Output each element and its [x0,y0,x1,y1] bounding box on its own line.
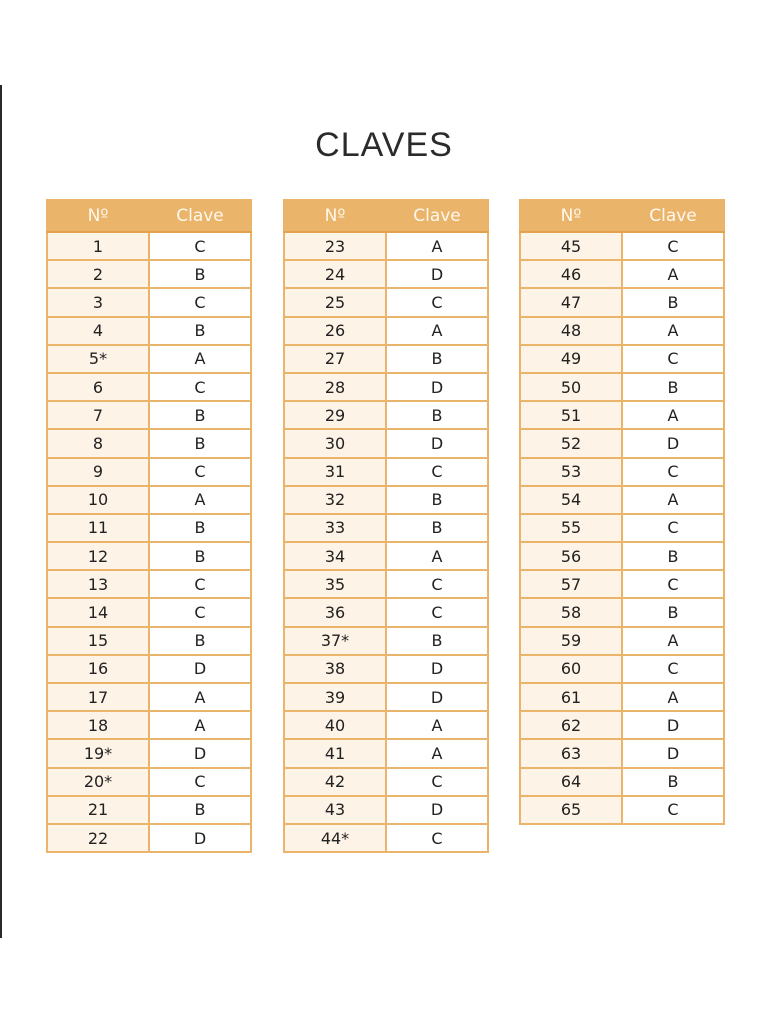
table-row [284,486,488,514]
answer-key: C [622,655,724,683]
header-number: Nº [284,200,386,232]
answer-key: D [386,429,488,457]
question-number: 24 [284,260,386,288]
question-number: 27 [284,345,386,373]
table-row [284,711,488,739]
question-number: 25 [284,288,386,316]
table-row [284,768,488,796]
answer-key: D [386,683,488,711]
question-number: 39 [284,683,386,711]
table-row [520,627,724,655]
table-row [520,739,724,767]
answer-key: A [622,317,724,345]
table-row [520,486,724,514]
question-number: 61 [520,683,622,711]
table-row [520,232,724,260]
question-number: 20* [47,768,149,796]
question-number: 13 [47,570,149,598]
table-row [47,796,251,824]
question-number: 2 [47,260,149,288]
table-row [284,824,488,852]
answer-key: C [149,232,251,260]
table-row [284,373,488,401]
table-row [284,429,488,457]
table-header-row [284,200,488,232]
question-number: 22 [47,824,149,852]
table-row [284,401,488,429]
answer-key: A [622,486,724,514]
answer-key: D [386,796,488,824]
question-number: 3 [47,288,149,316]
table-row [47,768,251,796]
answer-key: C [622,458,724,486]
question-number: 12 [47,542,149,570]
question-number: 54 [520,486,622,514]
table-row [520,458,724,486]
answer-key: A [622,401,724,429]
question-number: 10 [47,486,149,514]
answer-key: B [149,542,251,570]
question-number: 30 [284,429,386,457]
answer-key: A [386,711,488,739]
answer-key: A [149,711,251,739]
table-row [284,570,488,598]
answer-key: A [149,345,251,373]
answer-key: D [149,655,251,683]
question-number: 14 [47,598,149,626]
table-row [520,683,724,711]
question-number: 59 [520,627,622,655]
answer-key: C [149,768,251,796]
answer-key: C [622,345,724,373]
header-clave: Clave [622,200,724,232]
table-row [284,260,488,288]
table-row [284,683,488,711]
question-number: 4 [47,317,149,345]
table-row [520,768,724,796]
question-number: 36 [284,598,386,626]
question-number: 11 [47,514,149,542]
answer-key: B [149,401,251,429]
question-number: 37* [284,627,386,655]
table-row [520,345,724,373]
answer-key: B [149,514,251,542]
table-row [47,373,251,401]
answer-key: A [149,486,251,514]
answer-key: A [386,542,488,570]
table-row [47,655,251,683]
question-number: 33 [284,514,386,542]
answer-key: A [386,317,488,345]
table-row [520,260,724,288]
table-row [284,627,488,655]
answer-key: B [149,317,251,345]
answer-key: B [622,598,724,626]
answer-key: C [622,570,724,598]
table-row [47,232,251,260]
question-number: 51 [520,401,622,429]
question-number: 9 [47,458,149,486]
answer-key: A [622,627,724,655]
answer-key: B [386,486,488,514]
answer-key: C [386,598,488,626]
table-row [47,598,251,626]
answer-key: B [622,373,724,401]
table-row [284,288,488,316]
question-number: 31 [284,458,386,486]
question-number: 1 [47,232,149,260]
question-number: 58 [520,598,622,626]
answer-key: C [386,288,488,316]
table-row [47,345,251,373]
table-row [520,542,724,570]
question-number: 41 [284,739,386,767]
question-number: 46 [520,260,622,288]
answer-key: C [386,824,488,852]
table-row [47,739,251,767]
table-row [520,796,724,824]
answer-key: D [386,373,488,401]
answer-key: B [149,260,251,288]
table-row [520,288,724,316]
answer-key: D [386,260,488,288]
table-row [47,627,251,655]
header-number: Nº [520,200,622,232]
answer-key: C [386,768,488,796]
question-number: 55 [520,514,622,542]
question-number: 45 [520,232,622,260]
answer-key: B [622,768,724,796]
table-row [284,345,488,373]
answer-key-table-2 [283,199,489,853]
table-header-row [520,200,724,232]
table-row [47,514,251,542]
answer-key: C [149,288,251,316]
question-number: 57 [520,570,622,598]
answer-key: D [622,429,724,457]
answer-key: A [622,683,724,711]
question-number: 44* [284,824,386,852]
table-row [47,401,251,429]
question-number: 53 [520,458,622,486]
table-row [47,260,251,288]
answer-key: B [386,627,488,655]
question-number: 8 [47,429,149,457]
answer-key: B [622,542,724,570]
answer-key: D [386,655,488,683]
question-number: 64 [520,768,622,796]
table-row [284,739,488,767]
question-number: 29 [284,401,386,429]
answer-key: D [622,711,724,739]
answer-key: C [149,598,251,626]
answer-key: B [149,796,251,824]
table-row [47,317,251,345]
table-row [520,317,724,345]
question-number: 47 [520,288,622,316]
table-row [284,542,488,570]
answer-key: A [622,260,724,288]
answer-key: C [386,458,488,486]
answer-key-table-3 [519,199,725,825]
answer-key: A [386,232,488,260]
table-row [284,796,488,824]
table-row [520,598,724,626]
answer-key: C [622,232,724,260]
header-clave: Clave [386,200,488,232]
table-row [284,514,488,542]
question-number: 34 [284,542,386,570]
question-number: 19* [47,739,149,767]
answer-key: A [149,683,251,711]
header-clave: Clave [149,200,251,232]
question-number: 7 [47,401,149,429]
answer-key-table-1 [46,199,252,853]
table-row [520,514,724,542]
question-number: 63 [520,739,622,767]
answer-key: B [149,429,251,457]
question-number: 26 [284,317,386,345]
question-number: 18 [47,711,149,739]
table-row [284,232,488,260]
table-row [284,598,488,626]
answer-key: A [386,739,488,767]
table-row [47,824,251,852]
page-title: CLAVES [315,126,453,164]
question-number: 32 [284,486,386,514]
table-row [520,401,724,429]
answer-key: C [622,514,724,542]
table-row [47,683,251,711]
question-number: 48 [520,317,622,345]
question-number: 15 [47,627,149,655]
table-row [284,458,488,486]
table-row [47,711,251,739]
question-number: 60 [520,655,622,683]
answer-key: B [622,288,724,316]
answer-key: B [386,345,488,373]
question-number: 50 [520,373,622,401]
question-number: 43 [284,796,386,824]
table-row [520,655,724,683]
page-left-rule [0,85,2,938]
answer-key: C [622,796,724,824]
answer-key: B [386,514,488,542]
question-number: 52 [520,429,622,457]
question-number: 6 [47,373,149,401]
question-number: 23 [284,232,386,260]
table-row [520,373,724,401]
question-number: 65 [520,796,622,824]
question-number: 17 [47,683,149,711]
table-row [47,288,251,316]
table-header-row [47,200,251,232]
answer-key: B [386,401,488,429]
question-number: 28 [284,373,386,401]
table-row [47,429,251,457]
table-row [47,570,251,598]
table-row [47,458,251,486]
question-number: 35 [284,570,386,598]
question-number: 38 [284,655,386,683]
answer-key: D [622,739,724,767]
question-number: 16 [47,655,149,683]
question-number: 40 [284,711,386,739]
answer-key: C [149,458,251,486]
table-row [520,429,724,457]
answer-key: D [149,824,251,852]
table-row [520,711,724,739]
table-row [284,317,488,345]
question-number: 62 [520,711,622,739]
answer-key: C [386,570,488,598]
question-number: 56 [520,542,622,570]
table-row [284,655,488,683]
question-number: 21 [47,796,149,824]
header-number: Nº [47,200,149,232]
answer-key: C [149,570,251,598]
table-row [47,486,251,514]
table-row [47,542,251,570]
answer-key: B [149,627,251,655]
question-number: 5* [47,345,149,373]
question-number: 49 [520,345,622,373]
answer-key: D [149,739,251,767]
question-number: 42 [284,768,386,796]
table-row [520,570,724,598]
answer-key: C [149,373,251,401]
